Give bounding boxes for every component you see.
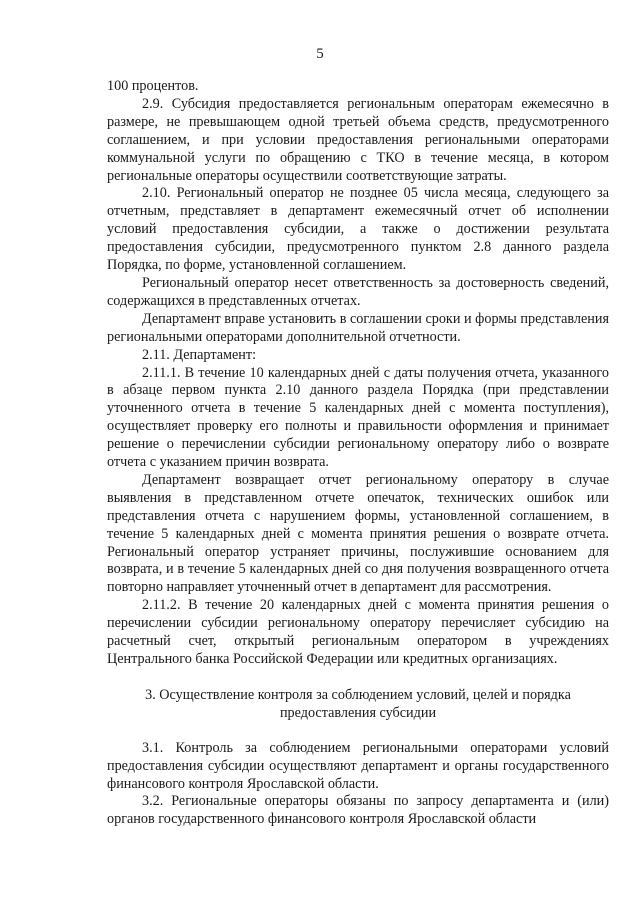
paragraph-2-11-1: 2.11.1. В течение 10 календарных дней с даты получения отчета, указанного в абзаце первом пункта 2.10 данного раздела Порядка (при представлении уточненного отчета в течение 5 календарных дней с момента поступления), осуществляет проверку его полноты и правильности оформления и принимает решение о перечислении субсидии региональному оператору либо о возврате отчета с указанием причин возврата. <box>107 364 609 471</box>
paragraph-continuation: 100 процентов. <box>107 78 199 94</box>
paragraph-2-11-2: 2.11.2. В течение 20 календарных дней с момента принятия решения о перечислении субсидии региональному оператору перечисляет субсидию на расчетный счет, открытый региональным оператором в учреждениях Центрального банка Российской Федерации или кредитных организациях. <box>107 597 609 667</box>
section-heading: 3. Осуществление контроля за соблюдением условий, целей и порядка предоставления субсидии <box>145 686 571 721</box>
paragraph-3-2: 3.2. Региональные операторы обязаны по запросу департамента и (или) органов государственного финансового контроля Ярославской области <box>107 793 609 828</box>
paragraph-2-10: 2.10. Региональный оператор не позднее 05 числа месяца, следующего за отчетным, представляет в департамент ежемесячный отчет об исполнении условий предоставления субсидии, а также о достижении результата предоставления субсидии, предусмотренного пунктом 2.8 данного раздела Порядка, по форме, установленной соглашением. <box>107 185 609 274</box>
page-number: 5 <box>316 46 324 62</box>
paragraph-3-1: 3.1. Контроль за соблюдением региональными операторами условий предоставления субсидии осуществляют департамент и органы государственного финансового контроля Ярославской области. <box>107 739 609 792</box>
paragraph-2-11: 2.11. Департамент: <box>142 346 257 363</box>
paragraph-additional-reporting: Департамент вправе установить в соглашении сроки и формы представления региональными операторами дополнительной отчетности. <box>107 310 609 345</box>
paragraph-report-return: Департамент возвращает отчет региональному оператору в случае выявления в представленном отчете опечаток, технических ошибок или представления отчета с нарушением формы, установленной соглашением, в течение 5 календарных дней с момента принятия решения о возврате отчета. Региональный оператор устраняет причины, послужившие основанием для возврата, и в течение 5 календарных дней со дня получения возвращенного отчета повторно направляет уточненный отчет в департамент для рассмотрения. <box>107 471 609 596</box>
paragraph-operator-responsibility: Региональный оператор несет ответственность за достоверность сведений, содержащихся в представленных отчетах. <box>107 274 609 309</box>
document-body <box>107 78 609 829</box>
paragraph-2-9: 2.9. Субсидия предоставляется региональным операторам ежемесячно в размере, не превышающем одной третьей объема средств, предусмотренного соглашением, и при условии предоставления региональными операторами коммунальной услуги по обращению с ТКО в течение месяца, в котором региональные операторы осуществили соответствующие затраты. <box>107 95 609 184</box>
